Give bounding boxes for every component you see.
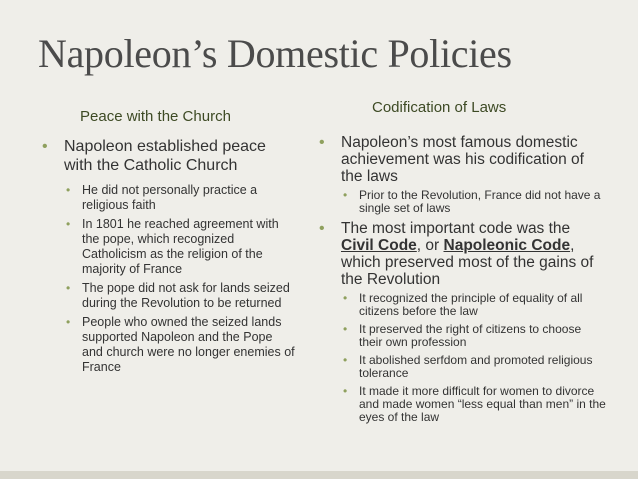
bullet-item-civil-code: [317, 220, 607, 288]
left-column-heading: Peace with the Church: [80, 108, 231, 125]
civil-code-term: Civil Code: [341, 237, 417, 254]
right-column-heading: Codification of Laws: [372, 99, 507, 116]
bullet-item: • Napoleon’s most famous domestic achievement was his codification of the laws: [317, 134, 607, 185]
left-bullet-list: [40, 137, 295, 379]
sub-bullet-item: • The pope did not ask for lands seized during the Revolution to be returned: [62, 281, 295, 311]
sub-bullet-item: • It made it more difficult for women to divorce and made women “less equal than men” in the eyes of the law: [339, 385, 607, 424]
napoleonic-code-term: Napoleonic Code: [443, 237, 571, 254]
bullet-item: • Napoleon established peace with the Catholic Church: [40, 137, 295, 175]
sub-bullet-item: • People who owned the seized lands supported Napoleon and the Pope and church were no longer enemies of France: [62, 315, 295, 375]
sub-bullet-item: • In 1801 he reached agreement with the pope, which recognized Catholicism as the religion of the majority of France: [62, 217, 295, 277]
slide-title: Napoleon’s Domestic Policies: [38, 31, 512, 76]
bullet-text: The most important code was the: [341, 220, 571, 237]
sub-bullet-item: • Prior to the Revolution, France did not have a single set of laws: [339, 189, 607, 215]
sub-bullet-item: • It abolished serfdom and promoted religious tolerance: [339, 354, 607, 380]
bullet-text: , which preserved most of the gains of the Revolution: [341, 237, 594, 288]
bullet-text: , or: [416, 237, 444, 254]
right-bullet-list: [317, 134, 607, 429]
sub-bullet-item: • He did not personally practice a religious faith: [62, 183, 295, 213]
sub-bullet-item: • It preserved the right of citizens to choose their own profession: [339, 323, 607, 349]
bottom-bar: [0, 471, 638, 479]
sub-bullet-item: • It recognized the principle of equality of all citizens before the law: [339, 292, 607, 318]
